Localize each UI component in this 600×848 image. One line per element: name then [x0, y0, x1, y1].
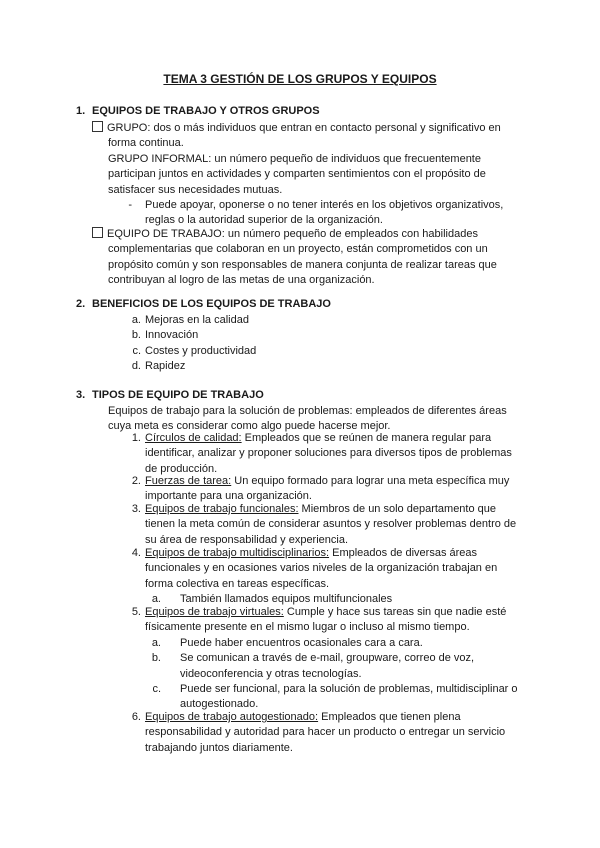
term: Equipos de trabajo multidisciplinarios: — [145, 547, 330, 559]
text-line: de producción. — [145, 462, 218, 475]
term: Círculos de calidad: — [145, 432, 242, 444]
sub-item: a. Puede haber encuentros ocasionales cara a cara. — [151, 636, 423, 649]
text-line: GRUPO INFORMAL: un número pequeño de individuos que frecuentemente — [108, 152, 481, 165]
term: Equipos de trabajo autogestionado: — [145, 711, 319, 723]
document-title: TEMA 3 GESTIÓN DE LOS GRUPOS Y EQUIPOS — [163, 72, 437, 86]
text-line: físicamente presente en el mismo lugar o incluso al mismo tiempo. — [145, 621, 470, 634]
text-line: reglas o la autoridad superior de la organización. — [145, 214, 383, 227]
text-line: forma colectiva en tareas específicas. — [145, 577, 330, 590]
section-1-heading — [76, 104, 320, 119]
text-line: importante para una organización. — [145, 490, 312, 503]
text-line: videoconferencia y otras tecnologías. — [180, 667, 362, 680]
sub-item: b. Se comunican a través de e-mail, groupware, correo de voz, — [151, 652, 475, 665]
section-title: TIPOS DE EQUIPO DE TRABAJO — [92, 389, 264, 401]
section-number: 3. — [76, 389, 86, 401]
checkbox-icon — [92, 227, 103, 238]
type-item-2: 2. Fuerzas de tarea: Un equipo formado para lograr una meta específica muy importante para una organización. — [145, 474, 509, 505]
type-item-5: 5. Equipos de trabajo virtuales: Cumple y hace sus tareas sin que nadie esté físicamente presente en el mismo lugar o incluso al mismo tiempo. a. Puede haber encuentros ocasionales cara a cara. b. Se comunican a través de e-mail, groupware, correo de voz, videoconferencia y otras tecnologías. c. Puede ser funcional, para la solución de problemas, multidisciplinar o autogestionado. — [145, 605, 518, 713]
equipo-definition — [92, 227, 497, 289]
section-number: 1. — [76, 105, 86, 117]
dash-item — [126, 198, 503, 229]
type-item-1: 1. Círculos de calidad: Empleados que se reúnen de manera regular para identificar, analizar y proponer soluciones para diversos tipos de problemas de producción. — [145, 431, 512, 477]
section-2-heading — [76, 297, 331, 312]
text-line: tienen la meta común de considerar asuntos y resolver problemas dentro de — [145, 518, 517, 531]
sub-item: c. Puede ser funcional, para la solución de problemas, multidisciplinar o — [152, 683, 518, 696]
sub-item: a. También llamados equipos multifuncionales — [151, 593, 393, 606]
text-line: satisfacer sus necesidades mutuas. — [108, 183, 283, 196]
list-item: a. Mejoras en la calidad — [131, 314, 249, 326]
text-line: Puede apoyar, oponerse o no tener interés en los objetivos organizativos, — [145, 199, 504, 211]
text-line: funcionales y en ocasiones varios niveles de la organización trabajan en — [145, 562, 498, 575]
text-line: responsabilidad y autoridad para hacer un producto o entregar un servicio — [145, 726, 506, 739]
text-line: participan juntos en actividades y comparten sentimientos con el propósito de — [108, 168, 486, 181]
text-line: EQUIPO DE TRABAJO: un número pequeño de empleados con habilidades — [107, 228, 478, 240]
text-line: contribuyan al logro de las metas de una organización. — [108, 274, 375, 287]
benefits-list — [131, 313, 257, 375]
text-line: trabajando juntos diariamente. — [145, 741, 293, 754]
text-line: complementarias que colaboran en un proyecto, están comprometidos con un — [108, 243, 488, 256]
text-line: GRUPO: dos o más individuos que entran en contacto personal y significativo en — [107, 122, 501, 134]
term: Equipos de trabajo virtuales: — [145, 606, 284, 618]
text-line: autogestionado. — [180, 698, 259, 711]
type-item-3: 3. Equipos de trabajo funcionales: Miembros de un solo departamento que tienen la meta común de considerar asuntos y resolver problemas dentro de su área de responsabilidad y experiencia. — [145, 502, 516, 548]
list-item: c. Costes y productividad — [132, 344, 257, 357]
text-line: su área de responsabilidad y experiencia. — [145, 533, 349, 546]
text-line: Equipos de trabajo para la solución de problemas: empleados de diferentes áreas — [108, 405, 507, 417]
section-title: EQUIPOS DE TRABAJO Y OTROS GRUPOS — [92, 105, 320, 117]
dash-marker: - — [128, 199, 132, 211]
text-line: cuya meta es considerar como algo puede hacerse mejor. — [108, 420, 391, 433]
grupo-definition — [92, 121, 501, 198]
text-line: forma continua. — [108, 137, 184, 150]
list-item: b. Innovación — [131, 329, 199, 342]
section-3-heading — [76, 388, 264, 403]
section-title: BENEFICIOS DE LOS EQUIPOS DE TRABAJO — [92, 298, 331, 310]
type-item-6: 6. Equipos de trabajo autogestionado: Empleados que tienen plena responsabilidad y autoridad para hacer un producto o entregar un servicio trabajando juntos diariamente. — [145, 710, 505, 756]
term: Equipos de trabajo funcionales: — [145, 503, 299, 515]
type-item-4: 4. Equipos de trabajo multidisciplinarios: Empleados de diversas áreas funcionales y en ocasiones varios niveles de la organización trabajan en forma colectiva en tareas específicas. a. También llamados equipos multifuncionales — [145, 546, 497, 608]
text-line: propósito común y son responsables de manera conjunta de realizar tareas que — [108, 258, 497, 271]
term: Fuerzas de tarea: — [145, 475, 232, 487]
checkbox-icon — [92, 121, 103, 132]
list-item: d. Rapidez — [131, 360, 186, 373]
section-number: 2. — [76, 298, 86, 310]
text-line: identificar, analizar y proponer soluciones para diversos tipos de problemas — [145, 447, 512, 460]
